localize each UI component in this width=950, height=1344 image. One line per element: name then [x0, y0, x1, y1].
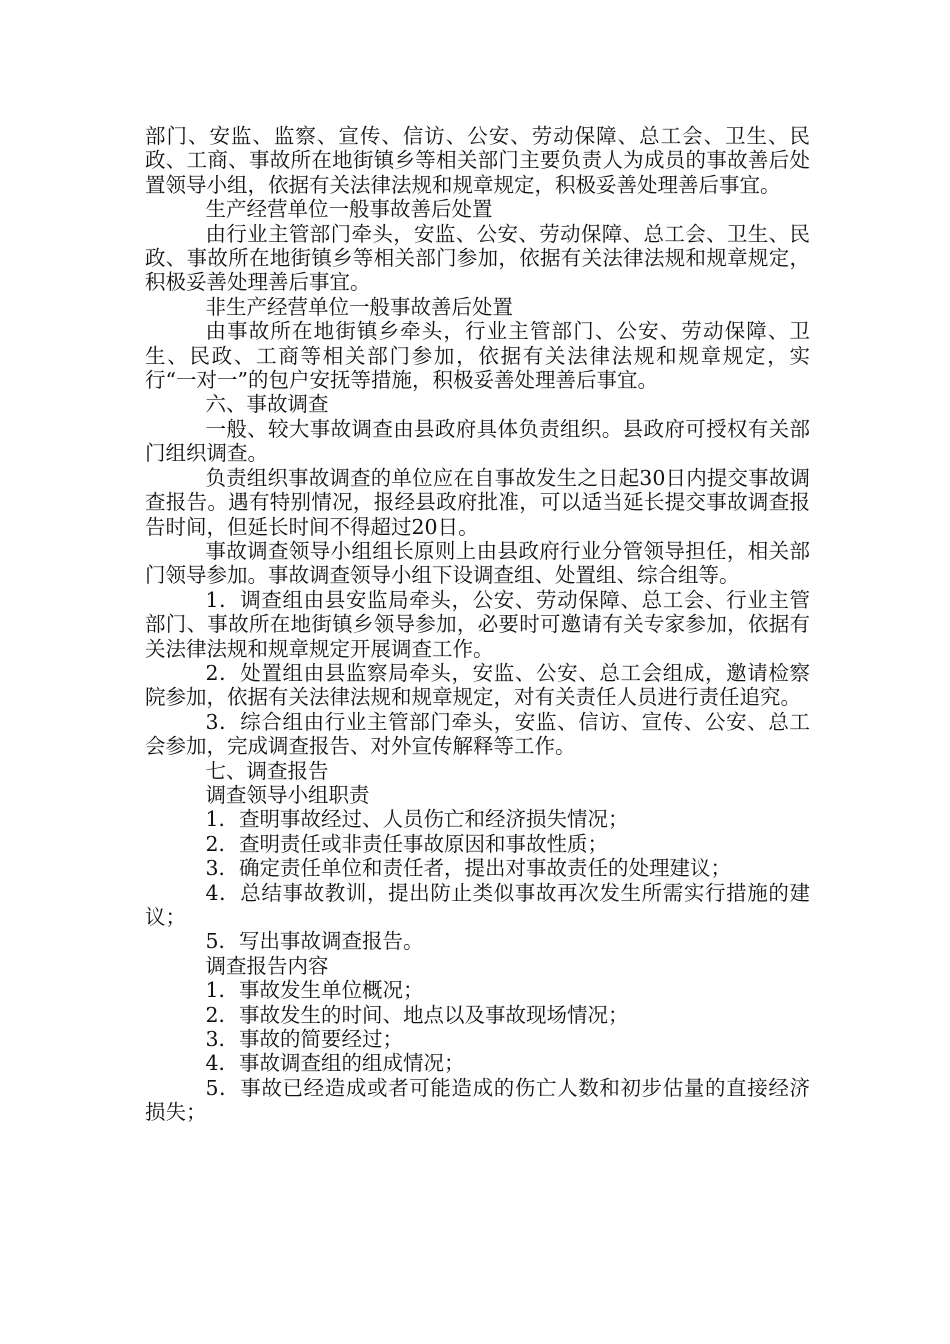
paragraph: 事故调查领导小组组长原则上由县政府行业分管领导担任，相关部门领导参加。事故调查领导小组下设调查组、处置组、综合组等。	[145, 538, 810, 588]
section-heading: 生产经营单位一般事故善后处置	[205, 197, 493, 222]
list-item: 1．调查组由县安监局牵头，公安、劳动保障、总工会、行业主管部门、事故所在地街镇乡领导参加，必要时可邀请有关专家参加，依据有关法律法规和规章规定开展调查工作。	[145, 587, 810, 661]
section-heading: 七、调查报告	[205, 758, 329, 783]
paragraph: 部门、安监、监察、宣传、信访、公安、劳动保障、总工会、卫生、民政、工商、事故所在地街镇乡等相关部门主要负责人为成员的事故善后处置领导小组，依据有关法律法规和规章规定，积极妥善处理善后事宜。	[145, 124, 810, 197]
list-item: 5．事故已经造成或者可能造成的伤亡人数和初步估量的直接经济损失；	[145, 1075, 810, 1125]
list-item: 1．查明事故经过、人员伤亡和经济损失情况；	[205, 807, 629, 832]
paragraph: 由事故所在地街镇乡牵头，行业主管部门、公安、劳动保障、卫生、民政、工商等相关部门参加，依据有关法律法规和规章规定，实行“一对一”的包户安抚等措施，积极妥善处理善后事宜。	[145, 319, 810, 393]
list-item: 2．处置组由县监察局牵头，安监、公安、总工会组成，邀请检察院参加，依据有关法律法规和规章规定，对有关责任人员进行责任追究。	[145, 660, 810, 710]
list-item: 4．总结事故教训，提出防止类似事故再次发生所需实行措施的建议；	[145, 880, 810, 929]
list-item: 2．事故发生的时间、地点以及事故现场情况；	[205, 1002, 629, 1027]
section-heading: 六、事故调查	[205, 392, 329, 417]
list-item: 3．事故的简要经过；	[205, 1027, 404, 1052]
paragraph: 负责组织事故调查的单位应在自事故发生之日起30日内提交事故调查报告。遇有特别情况，报经县政府批准，可以适当延长提交事故调查报告时间，但延长时间不得超过20日。	[145, 465, 810, 539]
sub-heading: 调查报告内容	[205, 953, 329, 978]
section-heading: 非生产经营单位一般事故善后处置	[205, 294, 513, 319]
list-item: 2．查明责任或非责任事故原因和事故性质；	[205, 831, 609, 856]
list-item: 1．事故发生单位概况；	[205, 978, 424, 1003]
paragraph: 由行业主管部门牵头，安监、公安、劳动保障、总工会、卫生、民政、事故所在地街镇乡等相关部门参加，依据有关法律法规和规章规定，积极妥善处理善后事宜。	[145, 221, 810, 295]
list-item: 4．事故调查组的组成情况；	[205, 1051, 465, 1076]
list-item: 3．综合组由行业主管部门牵头，安监、信访、宣传、公安、总工会参加，完成调查报告、对外宣传解释等工作。	[145, 709, 810, 759]
sub-heading: 调查领导小组职责	[205, 782, 370, 807]
list-item: 3．确定责任单位和责任者，提出对事故责任的处理建议；	[205, 856, 732, 881]
list-item: 5．写出事故调查报告。	[205, 929, 424, 954]
paragraph: 一般、较大事故调查由县政府具体负责组织。县政府可授权有关部门组织调查。	[145, 416, 810, 466]
document-page	[145, 124, 810, 1125]
